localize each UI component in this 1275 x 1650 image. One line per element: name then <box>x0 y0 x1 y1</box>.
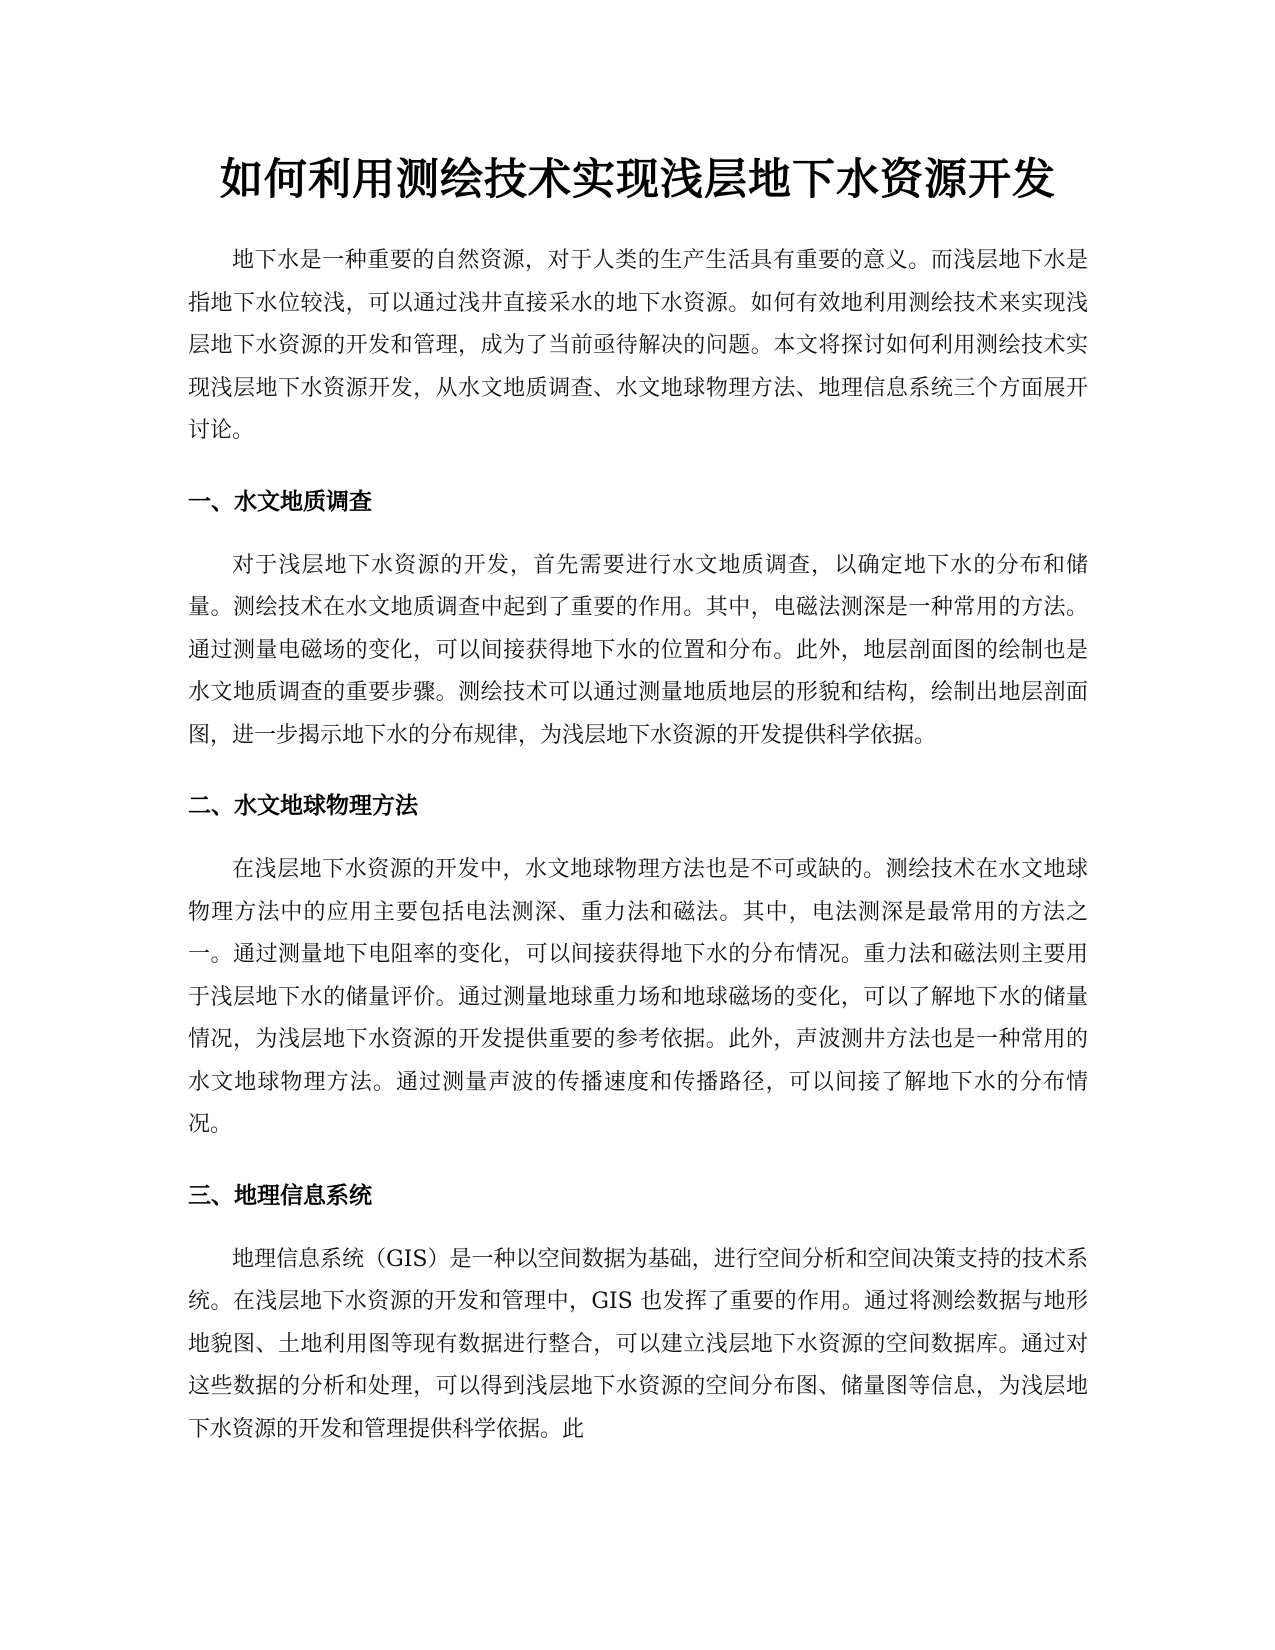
section-heading-hydrogeophysical-methods: 二、水文地球物理方法 <box>188 793 418 819</box>
intro-paragraph: 地下水是一种重要的自然资源，对于人类的生产生活具有重要的意义。而浅层地下水是指地下水位较浅，可以通过浅井直接采水的地下水资源。如何有效地利用测绘技术来实现浅层地下水资源的开发和管理，成为了当前亟待解决的问题。本文将探讨如何利用测绘技术实现浅层地下水资源开发，从水文地质调查、水文地球物理方法、地理信息系统三个方面展开讨论。 <box>188 248 1088 443</box>
section-heading-gis: 三、地理信息系统 <box>188 1182 372 1209</box>
section-heading-hydrogeological-survey: 一、水文地质调查 <box>188 488 372 515</box>
section-body-hydrogeological-survey: 对于浅层地下水资源的开发，首先需要进行水文地质调查，以确定地下水的分布和储量。测绘技术在水文地质调查中起到了重要的作用。其中，电磁法测深是一种常用的方法。通过测量电磁场的变化，可以间接获得地下水的位置和分布。此外，地层剖面图的绘制也是水文地质调查的重要步骤。测绘技术可以通过测量地质地层的形貌和结构，绘制出地层剖面图，进一步揭示地下水的分布规律，为浅层地下水资源的开发提供科学依据。 <box>188 552 1088 748</box>
document-content <box>188 150 1088 1451</box>
section-body-gis: 地理信息系统（GIS）是一种以空间数据为基础，进行空间分析和空间决策支持的技术系统。在浅层地下水资源的开发和管理中，GIS 也发挥了重要的作用。通过将测绘数据与地形地貌图、土地利用图等现有数据进行整合，可以建立浅层地下水资源的空间数据库。通过对这些数据的分析和处理，可以得到浅层地下水资源的空间分布图、储量图等信息，为浅层地下水资源的开发和管理提供科学依据。此 <box>188 1246 1088 1442</box>
section-body-hydrogeophysical-methods: 在浅层地下水资源的开发中，水文地球物理方法也是不可或缺的。测绘技术在水文地球物理方法中的应用主要包括电法测深、重力法和磁法。其中，电法测深是最常用的方法之一。通过测量地下电阻率的变化，可以间接获得地下水的分布情况。重力法和磁法则主要用于浅层地下水的储量评价。通过测量地球重力场和地球磁场的变化，可以了解地下水的储量情况，为浅层地下水资源的开发提供重要的参考依据。此外，声波测井方法也是一种常用的水文地球物理方法。通过测量声波的传播速度和传播路径，可以间接了解地下水的分布情况。 <box>188 857 1088 1137</box>
document-title: 如何利用测绘技术实现浅层地下水资源开发 <box>220 155 1056 205</box>
